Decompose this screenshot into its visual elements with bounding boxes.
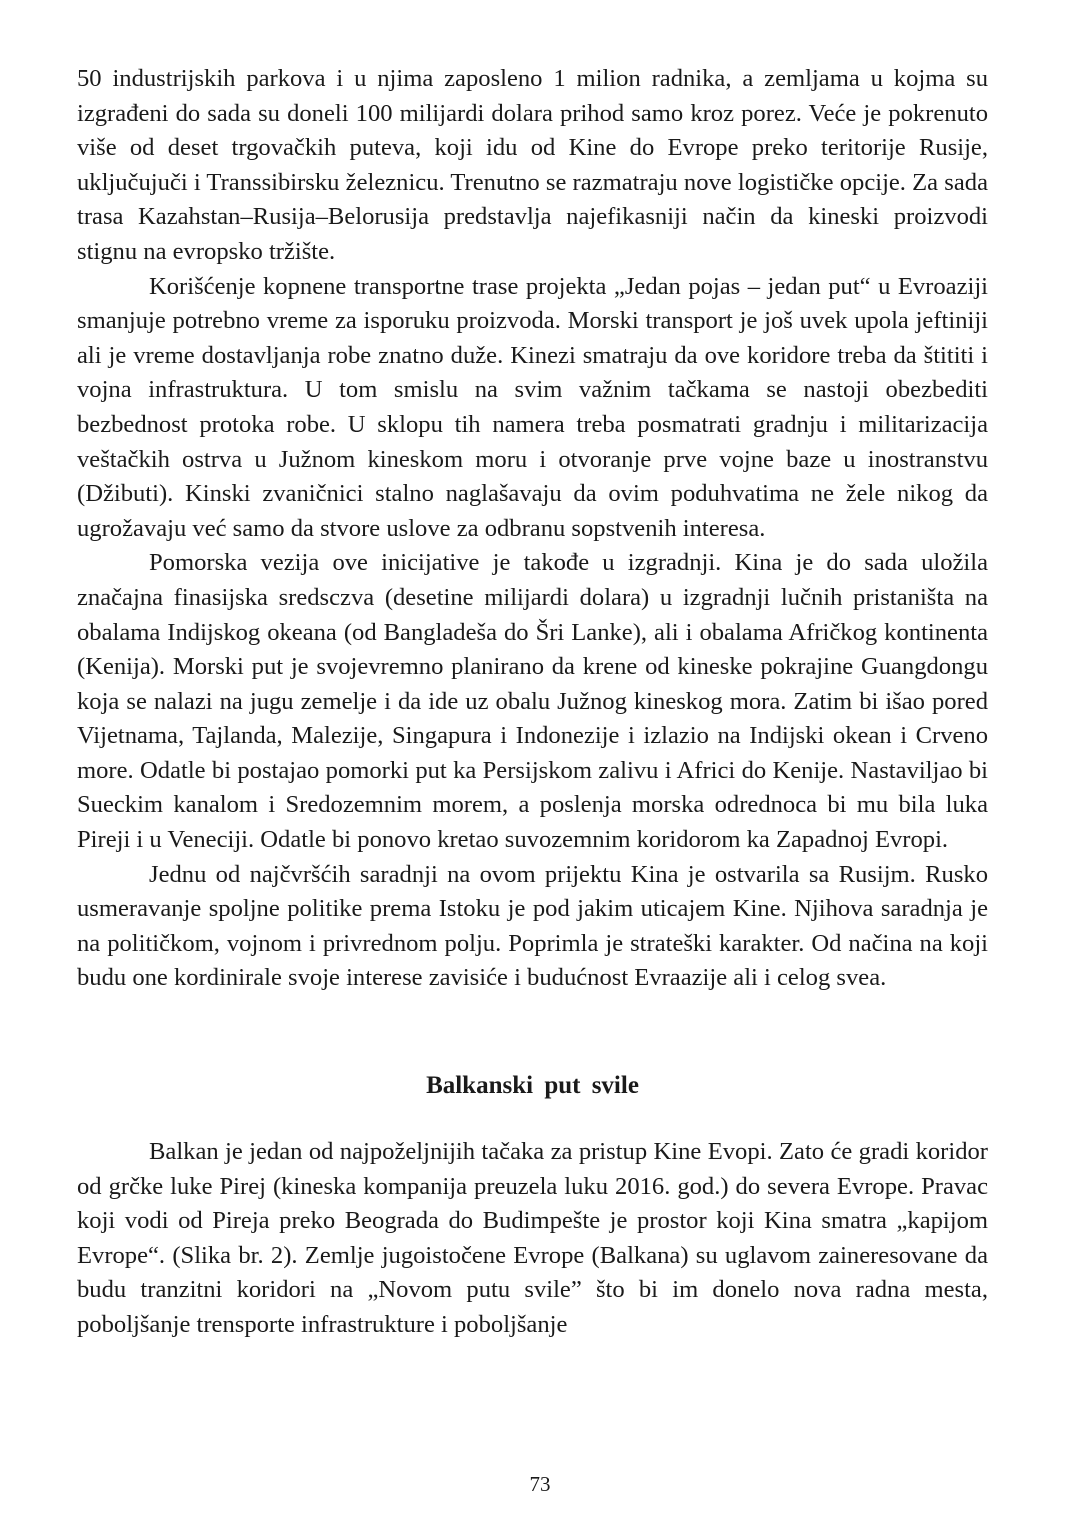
page-body [77,62,988,1343]
body-paragraph-3: Pomorska vezija ove inicijative je takođe u izgradnji. Kina je do sada uložila značajna finasijska sredsczva (desetine milijardi dolara) u izgradnji lučnih pristaništa na obalama Indijskog okeana (od Bangladeša do Šri Lanke), ali i obalama Afričkog kontinenta (Kenija). Morski put je svojevremno planirano da krene od kineske pokrajine Guangdongu koja se nalazi na jugu zemelje i da ide uz obalu Južnog kineskog mora. Zatim bi išao pored Vijetnama, Tajlanda, Malezije, Singapura i Indonezije i izlazio na Indijski okean i Crveno more. Odatle bi postajao pomorki put ka Persijskom zalivu i Africi do Kenije. Nastaviljao bi Sueckim kanalom i Sredozemnim morem, a poslenja morska odrednoca bi mu bila luka Pireji i u Veneciji. Odatle bi ponovo kretao suvozemnim koridorom ka Zapadnoj Evropi. [77,549,988,854]
body-paragraph-4: Jednu od najčvršćih saradnji na ovom prijektu Kina je ostvarila sa Rusijm. Rusko usmeravanje spoljne politike prema Istoku je pod jakim uticajem Kine. Njihova saradnja je na političkom, vojnom i privrednom polju. Poprimla je strateški karakter. Od načina na koji budu one kordinirale svoje interese zavisiće i budućnost Evraazije ali i celog svea. [77,860,988,992]
section-heading: Balkanski put svile [426,1072,639,1100]
page-number: 73 [529,1472,551,1496]
body-paragraph-1: 50 industrijskih parkova i u njima zaposleno 1 milion radnika, a zemljama u kojma su izgrađeni do sada su doneli 100 milijardi dolara prihod samo kroz porez. Veće je pokrenuto više od deset trgovačkih puteva, koji idu od Kine do Evrope preko teritorije Rusije, uključujuči i Transsibirsku železnicu. Trenutno se razmatraju nove logističke opcije. Za sada trasa Kazahstan–Rusija–Belorusija predstavlja najefikasniji način da kineski proizvodi stignu na evropsko tržište. [77,65,988,265]
section-paragraph: Balkan je jedan od najpoželjnijih tačaka za pristup Kine Evopi. Zato će gradi koridor od grčke luke Pirej (kineska kompanija preuzela luku 2016. god.) do severa Evrope. Pravac koji vodi od Pireja preko Beograda do Budimpešte je prostor koji Kina smatra „kapijom Evrope“. (Slika br. 2). Zemlje jugoistočene Evrope (Balkana) su uglavom zaineresovane da budu tranzitni koridori na „Novom putu svile” što bi im donelo nova radna mesta, poboljšanje trensporte infrastrukture i poboljšanje [77,1138,988,1338]
body-paragraph-2: Korišćenje kopnene transportne trase projekta „Jedan pojas – jedan put“ u Evroaziji smanjuje potrebno vreme za isporuku proizvoda. Morski transport je još uvek upola jeftiniji ali je vreme dostavljanja robe znatno duže. Kinezi smatraju da ove koridore treba da štititi i vojna infrastruktura. U tom smislu na svim važnim tačkama se nastoji obezbediti bezbednost protoka robe. U sklopu tih namera treba posmatrati gradnju i militarizacija veštačkih ostrva u Južnom kineskom moru i otvoranje prve vojne baze u inostranstvu (Džibuti). Kinski zvaničnici stalno naglašavaju da ovim poduhvatima ne žele nikog da ugrožavaju već samo da stvore uslove za odbranu sopstvenih interesa. [77,272,988,542]
heading-spacer [77,1103,988,1135]
section-spacer [77,996,988,1069]
